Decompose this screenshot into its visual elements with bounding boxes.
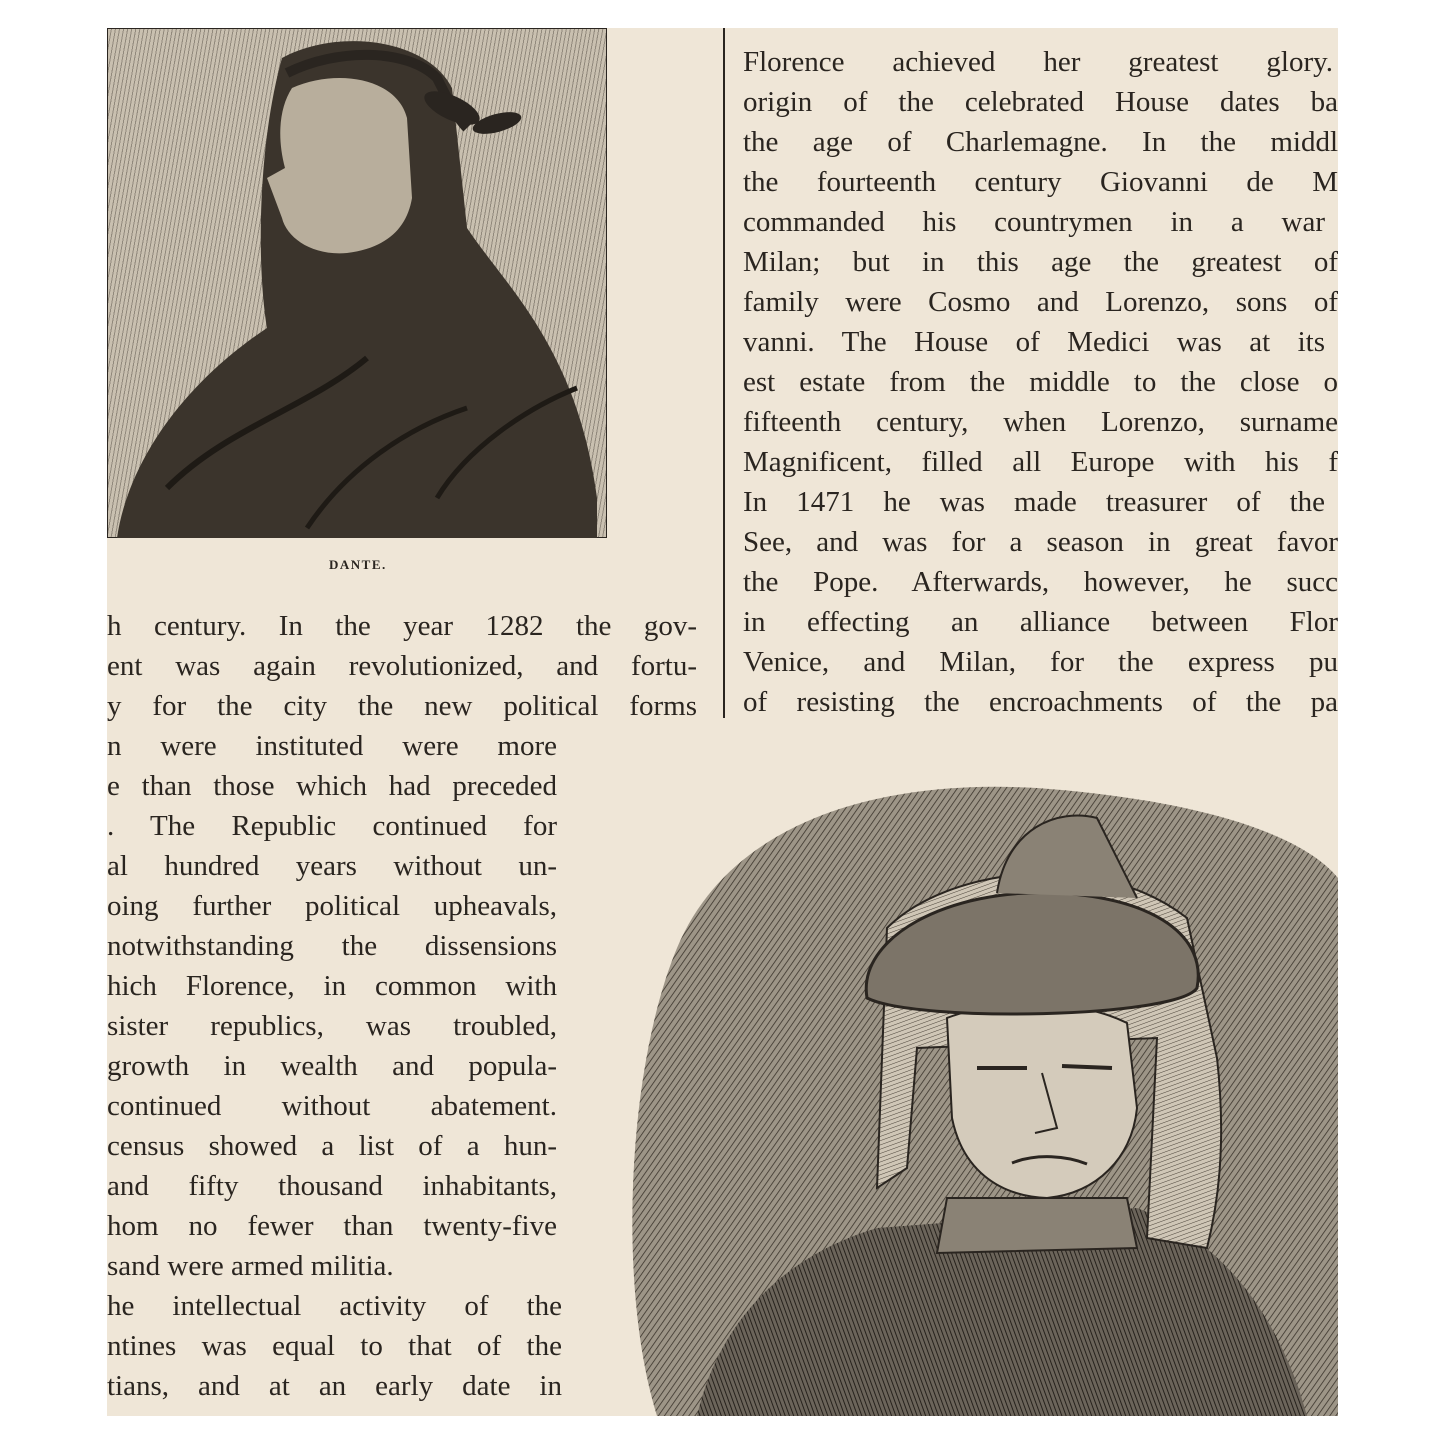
text-line: growth in wealth and popula- [107,1050,557,1082]
text-line: the Pope. Afterwards, however, he succ [743,566,1338,598]
text-line: vanni. The House of Medici was at its [743,326,1325,358]
text-line: h century. In the year 1282 the gov- [107,610,697,642]
lorenzo-engraving-svg [617,768,1338,1416]
text-line: tians, and at an early date in [107,1370,562,1402]
text-line: family were Cosmo and Lorenzo, sons of [743,286,1338,318]
text-line: and fifty thousand inhabitants, [107,1170,557,1202]
text-line: oing further political upheavals, [107,890,557,922]
text-line: hom no fewer than twenty-five [107,1210,557,1242]
text-line: notwithstanding the dissensions [107,930,557,962]
text-line: n were instituted were more [107,730,557,762]
text-line: continued without abatement. [107,1090,557,1122]
text-line: fifteenth century, when Lorenzo, surname [743,406,1338,438]
text-line: al hundred years without un- [107,850,557,882]
dante-caption: DANTE. [329,557,387,572]
text-line: y for the city the new political forms [107,690,697,722]
text-line: ent was again revolutionized, and fortu- [107,650,697,682]
text-line: e than those which had preceded [107,770,557,802]
text-line: See, and was for a season in great favor [743,526,1338,558]
text-line: Venice, and Milan, for the express pu [743,646,1338,678]
lorenzo-portrait-image [617,768,1338,1416]
text-line: the fourteenth century Giovanni de M [743,166,1338,198]
text-line: census showed a list of a hun- [107,1130,557,1162]
text-line: the age of Charlemagne. In the middl [743,126,1338,158]
book-page [107,28,1338,1416]
text-line: sister republics, was troubled, [107,1010,557,1042]
text-line: origin of the celebrated House dates ba [743,86,1338,118]
dante-portrait-image [107,28,607,538]
text-line: In 1471 he was made treasurer of the [743,486,1325,518]
text-line: . The Republic continued for [107,810,557,842]
text-line: Florence achieved her greatest glory. [743,46,1333,78]
text-line: he intellectual activity of the [107,1290,562,1322]
text-line: sand were armed militia. [107,1250,394,1282]
text-line: Milan; but in this age the greatest of [743,246,1338,278]
text-line: est estate from the middle to the close o [743,366,1338,398]
dante-engraving-svg [107,28,607,538]
text-line: hich Florence, in common with [107,970,557,1002]
column-divider [723,28,725,718]
text-line: Magnificent, filled all Europe with his f [743,446,1338,478]
text-line: ntines was equal to that of the [107,1330,562,1362]
text-line: commanded his countrymen in a war [743,206,1325,238]
text-line: in effecting an alliance between Flor [743,606,1338,638]
text-line: of resisting the encroachments of the pa [743,686,1338,718]
